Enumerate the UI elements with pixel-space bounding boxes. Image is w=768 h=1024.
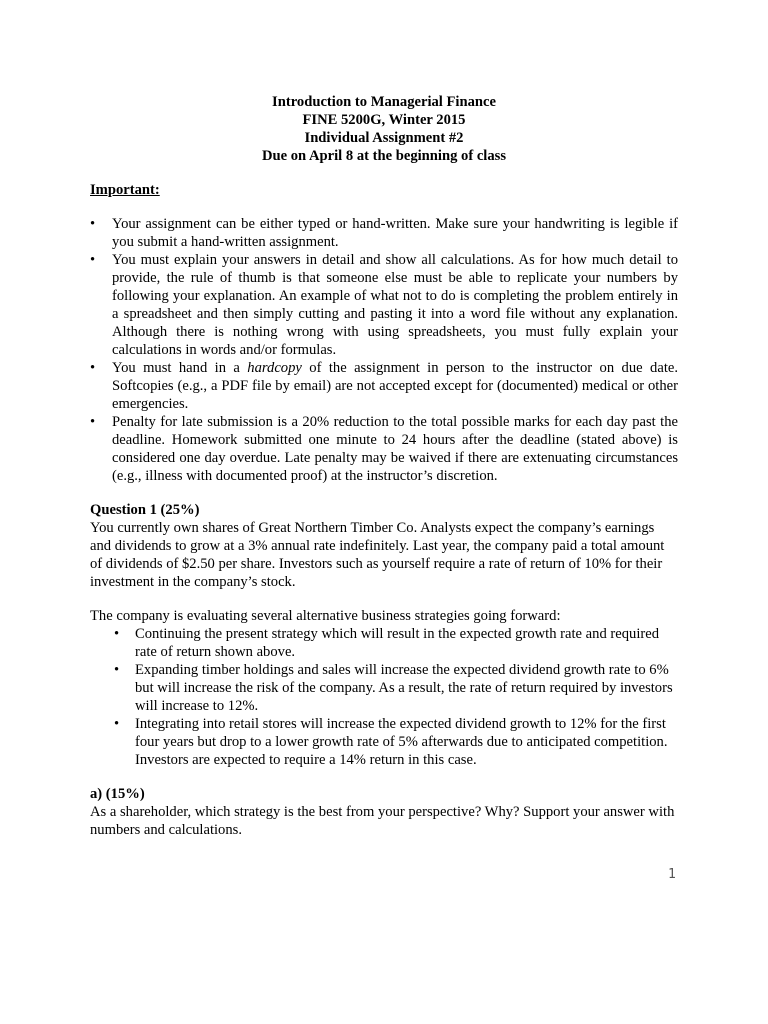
important-list: [90, 215, 678, 485]
course-title: Introduction to Managerial Finance: [272, 94, 496, 110]
hardcopy-emphasis: hardcopy: [247, 360, 302, 376]
important-item: • Your assignment can be either typed or hand-written. Make sure your handwriting is legible if you submit a hand-written assignment.: [90, 215, 678, 251]
important-item: • Penalty for late submission is a 20% reduction to the total possible marks for each day past the deadline. Homework submitted one minute to 24 hours after the deadline (stated above) is considered one day overdue. Late penalty may be waived if there are extenuating circumstances (e.g., illness with documented proof) at the instructor’s discretion.: [90, 413, 678, 485]
document-page: [90, 93, 678, 839]
important-item: [90, 359, 678, 413]
strategy-item: • Integrating into retail stores will increase the expected dividend growth to 12% for the first four years but drop to a lower growth rate of 5% afterwards due to anticipated competition. Investors are expected to require a 14% return in this case.: [90, 715, 678, 769]
important-item: • You must explain your answers in detail and show all calculations. As for how much detail to provide, the rule of thumb is that someone else must be able to replicate your numbers by following your explanation. An example of what not to do is completing the problem entirely in a spreadsheet and then simply cutting and pasting it into a word file without any explanation. Although there is nothing wrong with using spreadsheets, you must fully explain your calculations in words and/or formulas.: [90, 251, 678, 359]
part-a-text: As a shareholder, which strategy is the best from your perspective? Why? Support your answer with numbers and calculations.: [90, 804, 675, 838]
course-code: FINE 5200G, Winter 2015: [302, 112, 466, 128]
page-number: 1: [668, 867, 676, 882]
strategies-list: [90, 625, 678, 769]
strategies-intro: The company is evaluating several alternative business strategies going forward:: [90, 608, 561, 624]
due-date: Due on April 8 at the beginning of class: [261, 148, 507, 164]
assignment-title: Individual Assignment #2: [304, 130, 464, 146]
important-heading: Important:: [90, 182, 160, 198]
document-header: [90, 93, 678, 165]
question-1-intro: You currently own shares of Great Northern Timber Co. Analysts expect the company’s earnings and dividends to grow at a 3% annual rate indefinitely. Last year, the company paid a total amount of dividends of $2.50 per share. Investors such as yourself require a rate of return of 10% for their investment in the company’s stock.: [90, 520, 665, 590]
hardcopy-post: of the assignment in person to the instructor on due date. Softcopies (e.g., a PDF file by email) are not accepted except for (documented) medical or other emergencies.: [112, 360, 678, 412]
question-1-heading: Question 1 (25%): [90, 502, 200, 518]
part-a-heading: a) (15%): [90, 786, 145, 802]
strategy-item: • Continuing the present strategy which will result in the expected growth rate and required rate of return shown above.: [90, 625, 678, 661]
strategy-item: • Expanding timber holdings and sales will increase the expected dividend growth rate to 6% but will increase the risk of the company. As a result, the rate of return required by investors will increase to 12%.: [90, 661, 678, 715]
hardcopy-pre: You must hand in a: [112, 360, 248, 376]
